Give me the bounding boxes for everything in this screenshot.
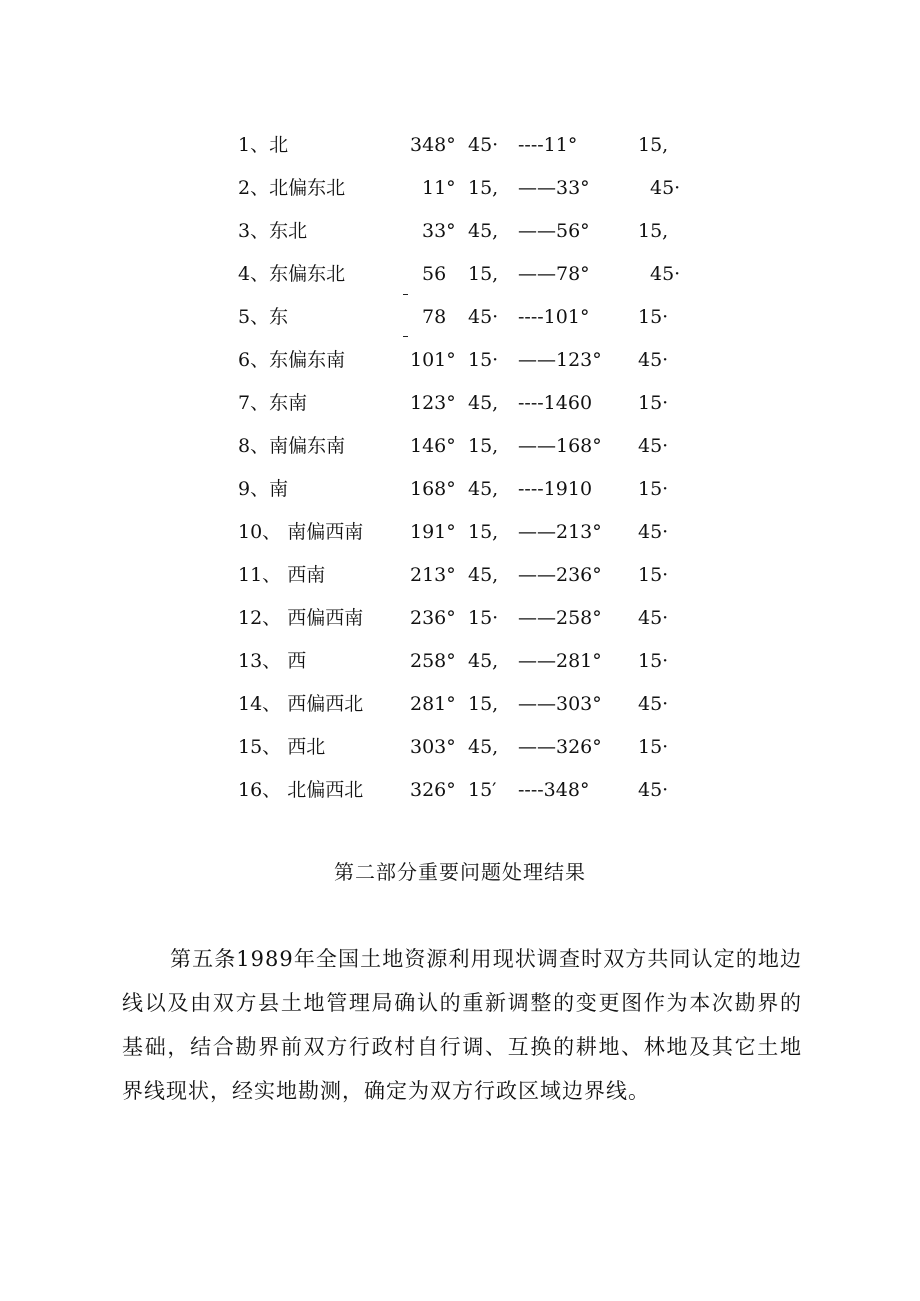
direction-bearing-list — [0, 124, 920, 812]
direction-row — [0, 468, 920, 511]
direction-label: 12、 西偏西南 — [238, 607, 364, 629]
end-degrees: ----101° — [518, 306, 590, 328]
end-minutes: 45· — [650, 263, 681, 285]
direction-label: 3、东北 — [238, 220, 308, 242]
direction-label: 4、东偏东北 — [238, 263, 346, 285]
end-degrees: ——123° — [518, 349, 602, 371]
direction-label: 11、 西南 — [238, 564, 326, 586]
direction-row — [0, 511, 920, 554]
end-degrees: ——168° — [518, 435, 602, 457]
start-minutes: 15, — [468, 693, 499, 715]
article-paragraph: 第五条1989年全国土地资源利用现状调查时双方共同认定的地边线以及由双方县土地管理局确认的重新调整的变更图作为本次勘界的基础，结合勘界前双方行政村自行调、互换的耕地、林地及其它土地界线现状，经实地勘测，确定为双方行政区域边界线。 — [122, 947, 802, 1103]
start-degrees: 213° — [410, 564, 456, 586]
start-minutes: 45, — [468, 220, 499, 242]
end-degrees: ----1460 — [518, 392, 593, 414]
end-degrees: ——303° — [518, 693, 602, 715]
end-minutes: 15· — [638, 478, 669, 500]
end-degrees: ——281° — [518, 650, 602, 672]
direction-row — [0, 296, 920, 339]
start-minutes: 45, — [468, 736, 499, 758]
direction-label: 14、 西偏西北 — [238, 693, 364, 715]
start-degrees: 168° — [410, 478, 456, 500]
end-minutes: 45· — [638, 607, 669, 629]
start-degrees: 281° — [410, 693, 456, 715]
direction-row — [0, 726, 920, 769]
start-minutes: 45, — [468, 564, 499, 586]
end-minutes: 15· — [638, 564, 669, 586]
end-minutes: 15· — [638, 650, 669, 672]
end-minutes: 45· — [638, 521, 669, 543]
direction-row — [0, 253, 920, 296]
section-title: 第二部分重要问题处理结果 — [334, 860, 586, 884]
start-degrees: 191° — [410, 521, 456, 543]
end-degrees: ----11° — [518, 134, 578, 156]
end-minutes: 15, — [638, 134, 669, 156]
direction-label: 9、南 — [238, 478, 289, 500]
scan-mark — [403, 336, 408, 337]
direction-row — [0, 382, 920, 425]
end-minutes: 15, — [638, 220, 669, 242]
start-degrees: 78 — [422, 306, 447, 328]
start-degrees: 326° — [410, 779, 456, 801]
start-minutes: 15, — [468, 263, 499, 285]
end-degrees: ——258° — [518, 607, 602, 629]
direction-row — [0, 597, 920, 640]
start-degrees: 101° — [410, 349, 456, 371]
start-degrees: 348° — [410, 134, 456, 156]
direction-label: 2、北偏东北 — [238, 177, 346, 199]
start-minutes: 15′ — [468, 779, 497, 801]
end-degrees: ——56° — [518, 220, 590, 242]
start-degrees: 123° — [410, 392, 456, 414]
start-minutes: 15, — [468, 435, 499, 457]
end-degrees: ----348° — [518, 779, 590, 801]
direction-row — [0, 554, 920, 597]
start-minutes: 15· — [468, 607, 499, 629]
direction-row — [0, 425, 920, 468]
start-degrees: 33° — [422, 220, 456, 242]
direction-label: 7、东南 — [238, 392, 308, 414]
direction-label: 13、 西 — [238, 650, 307, 672]
direction-label: 8、南偏东南 — [238, 435, 346, 457]
end-minutes: 45· — [638, 435, 669, 457]
direction-row — [0, 167, 920, 210]
direction-row — [0, 769, 920, 812]
end-degrees: ----1910 — [518, 478, 593, 500]
direction-label: 1、北 — [238, 134, 289, 156]
end-minutes: 15· — [638, 306, 669, 328]
direction-label: 10、 南偏西南 — [238, 521, 364, 543]
start-minutes: 45, — [468, 478, 499, 500]
end-minutes: 15· — [638, 392, 669, 414]
direction-row — [0, 339, 920, 382]
start-minutes: 45, — [468, 392, 499, 414]
end-degrees: ——78° — [518, 263, 590, 285]
start-minutes: 15, — [468, 177, 499, 199]
start-minutes: 15, — [468, 521, 499, 543]
direction-row — [0, 683, 920, 726]
direction-label: 15、 西北 — [238, 736, 326, 758]
end-degrees: ——236° — [518, 564, 602, 586]
start-minutes: 15· — [468, 349, 499, 371]
start-degrees: 258° — [410, 650, 456, 672]
start-minutes: 45, — [468, 650, 499, 672]
end-degrees: ——326° — [518, 736, 602, 758]
start-degrees: 236° — [410, 607, 456, 629]
end-degrees: ——33° — [518, 177, 590, 199]
direction-row — [0, 640, 920, 683]
start-degrees: 11° — [422, 177, 456, 199]
end-minutes: 45· — [650, 177, 681, 199]
end-degrees: ——213° — [518, 521, 602, 543]
direction-row — [0, 210, 920, 253]
direction-label: 6、东偏东南 — [238, 349, 346, 371]
end-minutes: 45· — [638, 693, 669, 715]
direction-row — [0, 124, 920, 167]
end-minutes: 15· — [638, 736, 669, 758]
scan-mark — [403, 294, 408, 295]
start-minutes: 45· — [468, 134, 499, 156]
end-minutes: 45· — [638, 779, 669, 801]
start-minutes: 45· — [468, 306, 499, 328]
direction-label: 5、东 — [238, 306, 289, 328]
start-degrees: 56 — [422, 263, 447, 285]
start-degrees: 146° — [410, 435, 456, 457]
end-minutes: 45· — [638, 349, 669, 371]
start-degrees: 303° — [410, 736, 456, 758]
direction-label: 16、 北偏西北 — [238, 779, 364, 801]
